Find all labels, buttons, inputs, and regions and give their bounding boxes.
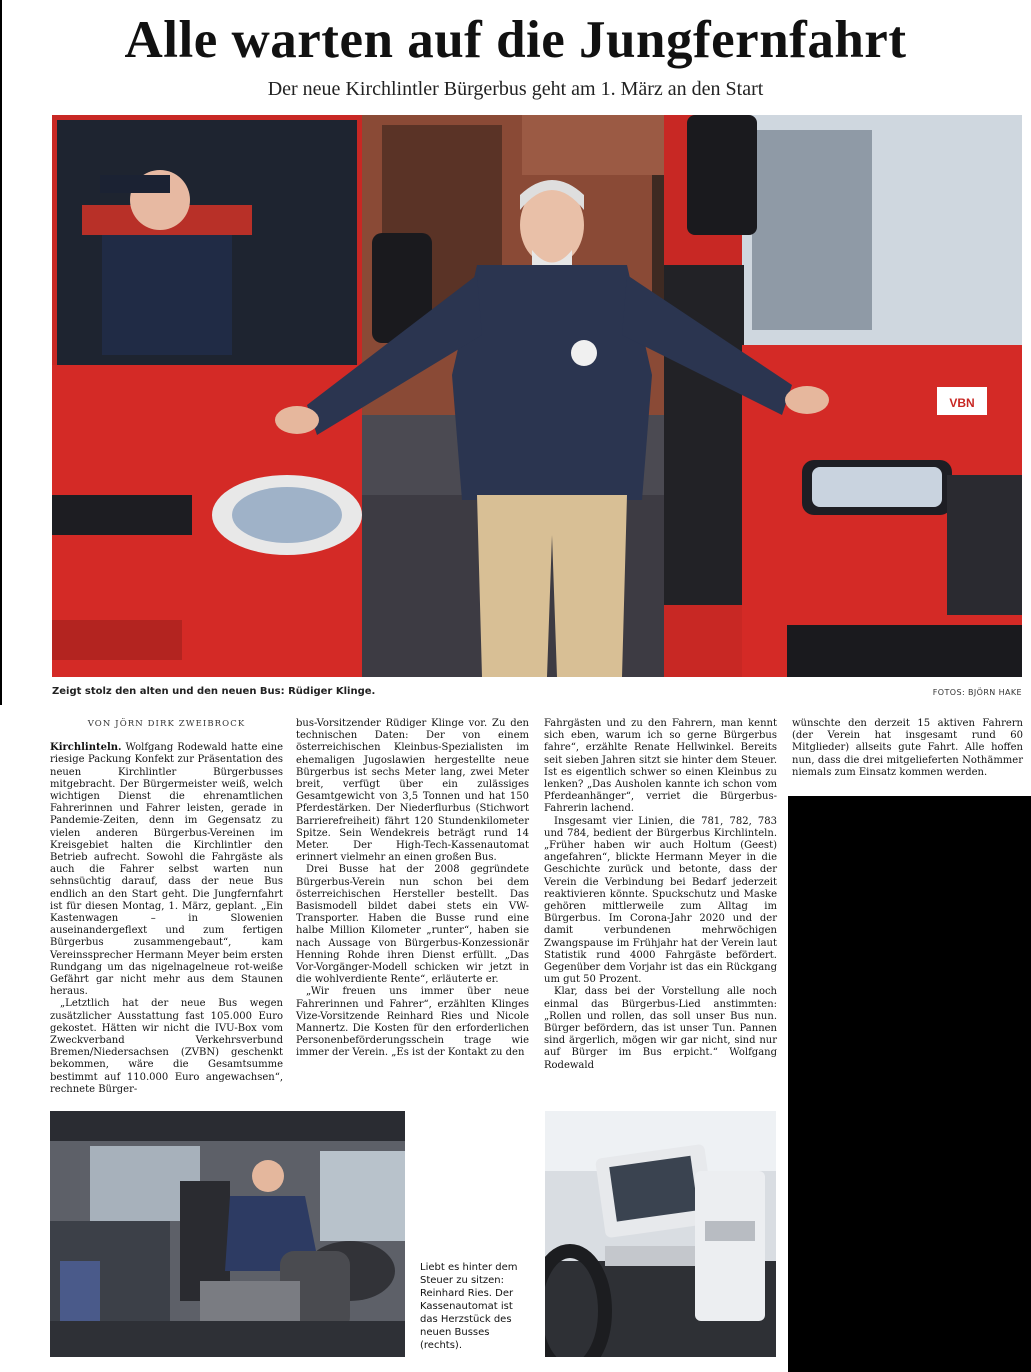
article-paragraph: „Letztlich hat der neue Bus wegen zusätzlicher Ausstattung fast 105.000 Euro gekostet. Hätten wir nicht die IVU-Box vom Zweckverband Verkehrsverbund Bremen/Niedersachsen (ZVBN) geschenkt bekommen, wäre die Gesamtsumme bestimmt auf 110.000 Euro angewachsen“, rechnete Bürger- [50, 998, 283, 1095]
article-paragraph: „Wir freuen uns immer über neue Fahrerinnen und Fahrer“, erzählten Klinges Vize-Vorsitzende Reinhard Ries und Nicole Mannertz. Die Kosten für den erforderlichen Personenbeförderungsschein trage wie immer der Verein. „Es ist der Kontakt zu den [296, 986, 529, 1059]
article-paragraph: Drei Busse hat der 2008 gegründete Bürgerbus-Verein nun schon bei dem österreichischen Hersteller bestellt. Das Basismodell bildet dabei stets ein VW-Transporter. Haben die Busse rund eine halbe Million Kilometer „runter“, haben sie nach Aussage von Bürgerbus-Konzessionär Henning Rohde ihren Dienst erfüllt. „Das Vor-Vorgänger-Modell schicken wir jetzt in die wohlverdiente Rente“, erläuterte er. [296, 864, 529, 986]
ticket-machine-illustration [545, 1111, 776, 1357]
driver-photo [50, 1111, 405, 1357]
bottom-photo-caption: Liebt es hinter dem Steuer zu sitzen: Reinhard Ries. Der Kassenautomat ist das Herzstück des neuen Busses (rechts). [420, 1262, 518, 1351]
left-rule [0, 0, 2, 705]
dateline: Kirchlinteln. [50, 742, 122, 754]
vbn-logo-text: VBN [949, 396, 975, 410]
article-paragraph: Kirchlinteln. Wolfgang Rodewald hatte eine riesige Packung Konfekt zur Präsentation des neuen Kirchlintler Bürgerbusses mitgebracht. Der Bürgermeister weiß, welch wichtigen Dienst die ehrenamtlichen Fahrerinnen und Fahrer leisten, gerade in Pandemie-Zeiten, denn im Gegensatz zu vielen anderen Bürgerbus-Vereinen im Kreisgebiet halten die Kirchlintler den Betrieb aufrecht. Sowohl die Fahrgäste als auch die Fahrer selbst warten nun sehnsüchtig darauf, dass der neue Bus endlich an den Start geht. Die Jungfernfahrt ist für diesen Montag, 1. März, geplant. „Ein Kastenwagen – in Slowenien auseinandergeflext und zum fertigen Bürgerbus zusammengebaut“, kam Vereinssprecher Hermann Meyer beim ersten Rundgang um das nigelnagelneue rot-weiße Gefährt gar nicht mehr aus dem Staunen heraus. [50, 742, 283, 998]
article-column-4 [792, 718, 1023, 779]
article-paragraph: Klar, dass bei der Vorstellung alle noch einmal das Bürgerbus-Lied anstimmten: „Rollen und rollen, das soll unser Bus nun. Bürger befördern, das ist unser Tun. Pannen sind ärgerlich, mögen wir gar nicht, sind nur auf Bürger im Bus erpicht.“ Wolfgang Rodewald [544, 986, 777, 1071]
article-paragraph: bus-Vorsitzender Rüdiger Klinge vor. Zu den technischen Daten: Der von einem österreichischen Kleinbus-Spezialisten im ehemaligen Jugoslawien hergestellte neue Bürgerbus ist sechs Meter lang, zwei Meter breit, verfügt über ein zulässiges Gesamtgewicht von 3,5 Tonnen und hat 150 Pferdestärken. Der Niederflurbus (Stichwort Barrierefreiheit) fährt 120 Stundenkilometer Spitze. Sein Wendekreis beträgt rund 14 Meter. Der High-Tech-Kassenautomat erinnert vielmehr an einen großen Bus. [296, 718, 529, 864]
photo-credit: FOTOS: BJÖRN HAKE [932, 688, 1022, 697]
article-paragraph: wünschte den derzeit 15 aktiven Fahrern (der Verein hat insgesamt rund 60 Mitglieder) allseits gute Fahrt. Alle hoffen nun, dass die drei mitgelieferten Nothämmer niemals zum Einsatz kommen werden. [792, 718, 1023, 778]
article-column-3 [544, 718, 777, 1072]
article-paragraph: Insgesamt vier Linien, die 781, 782, 783 und 784, bedient der Bürgerbus Kirchlinteln. „Früher haben wir auch Holtum (Geest) angefahren“, blickte Hermann Meyer in die Geschichte zurück und betonte, dass der Verein die Verbindung bei Bedarf jederzeit reaktivieren könnte. Spuckschutz und Maske gehören mittlerweile zum Alltag im Bürgerbus. Im Corona-Jahr 2020 und der damit verbundenen mehrwöchigen Zwangspause im Frühjahr hat der Verein laut Statistik rund 4000 Fahrgäste befördert. Gegenüber dem Vorjahr ist das ein Rückgang um gut 50 Prozent. [544, 815, 777, 986]
main-photo-caption: Zeigt stolz den alten und den neuen Bus: Rüdiger Klinge. [52, 686, 376, 697]
byline: VON JÖRN DIRK ZWEIBROCK [87, 719, 246, 729]
article-column-1 [50, 718, 283, 1096]
black-panel [788, 796, 1031, 1372]
main-photo-illustration [52, 115, 1022, 677]
headline: Alle warten auf die Jungfernfahrt [124, 11, 907, 69]
article-paragraph: Fahrgästen und zu den Fahrern, man kennt sich eben, warum ich so gerne Bürgerbus fahre“, erzählte Renate Hellwinkel. Bereits seit sieben Jahren sitzt sie hinter dem Steuer. Ist es eigentlich schwer so einen Kleinbus zu lenken? „Das Ausholen kannte ich schon vom Pferdeanhänger“, verriet die Bürgerbus-Fahrerin lachend. [544, 718, 777, 815]
ticket-machine-photo [545, 1111, 776, 1357]
article-column-2 [296, 718, 529, 1060]
driver-photo-illustration [50, 1111, 405, 1357]
main-photo [52, 115, 1022, 677]
subheadline: Der neue Kirchlintler Bürgerbus geht am 1. März an den Start [267, 78, 764, 100]
